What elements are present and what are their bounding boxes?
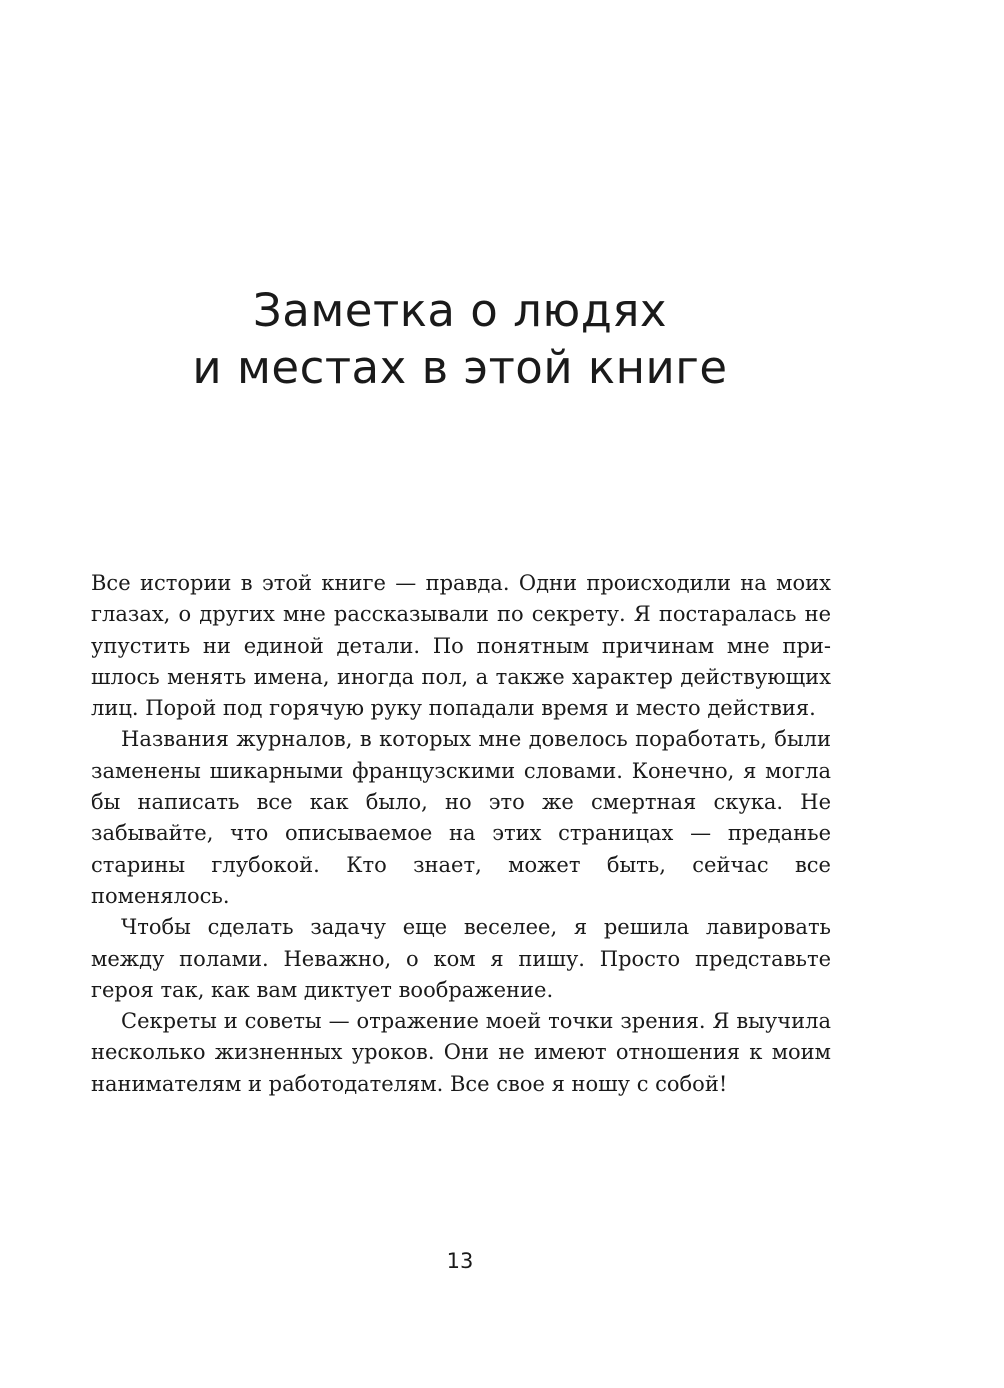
chapter-title xyxy=(0,282,920,396)
chapter-title-line-2: и местах в этой книге xyxy=(192,341,728,394)
paragraph-3: Чтобы сделать задачу еще веселее, я решила лавировать между полами. Неважно, о ком я пишу. Просто представьте героя так, как вам диктует воображение. xyxy=(91,915,831,1002)
body-text xyxy=(91,568,831,1100)
page-number: 13 xyxy=(446,1249,474,1273)
paragraph-1: Все истории в этой книге — правда. Одни происходили на моих глазах, о других мне рассказывали по секрету. Я постаралась не упустить ни единой детали. По понятным причинам мне пришлось менять имена, иногда пол, а также характер действующих лиц. Порой под горячую руку попадали время и место действия. xyxy=(91,571,831,721)
paragraph-2: Названия журналов, в которых мне довелось поработать, были заменены шикарными французскими словами. Конечно, я могла бы написать все как было, но это же смертная скука. Не забывайте, что описываемое на этих страницах — преданье старины глубокой. Кто знает, может быть, сейчас все поменялось. xyxy=(91,727,831,908)
paragraph-4: Секреты и советы — отражение моей точки зрения. Я выучила несколько жизненных уроков. Они не имеют отношения к моим нанимателям и работодателям. Все свое я ношу с собой! xyxy=(91,1009,831,1096)
chapter-title-line-1: Заметка о людях xyxy=(252,284,668,337)
